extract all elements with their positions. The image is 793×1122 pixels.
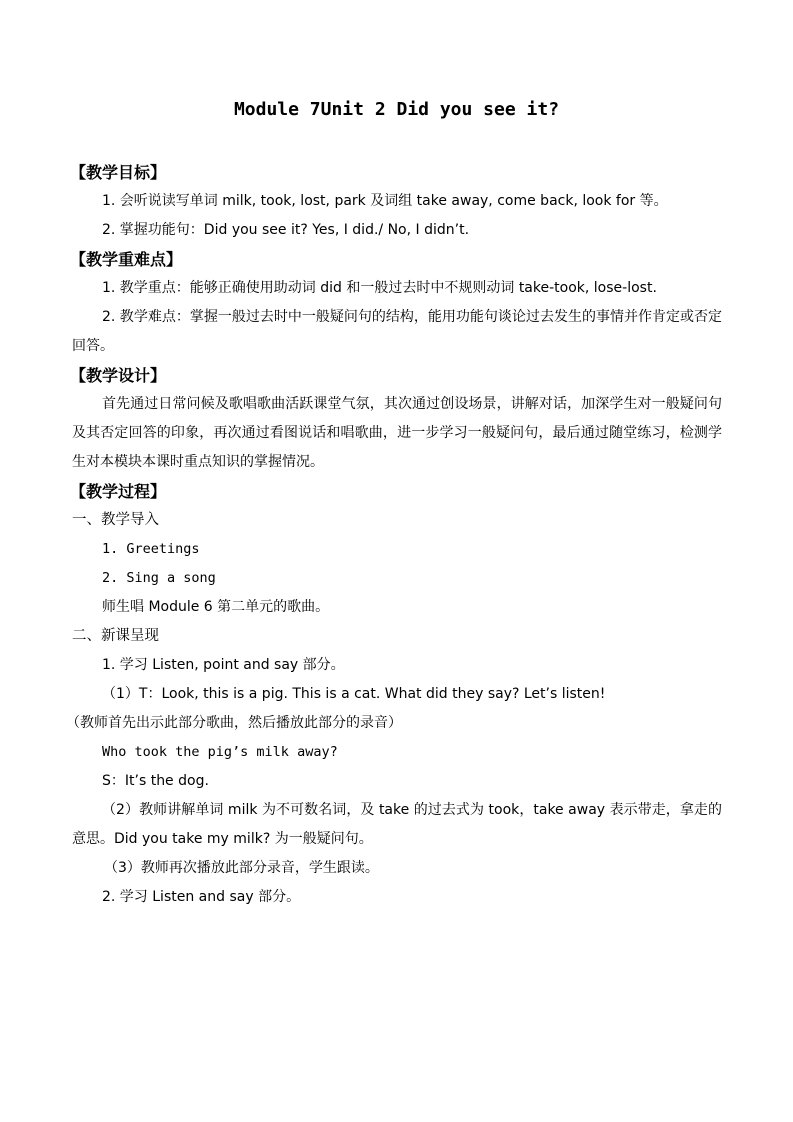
key-points-heading: 【教学重难点】 xyxy=(70,250,183,269)
document-title: Module 7Unit 2 Did you see it? xyxy=(233,99,560,120)
process-part-1-title: 一、教学导入 xyxy=(72,512,159,528)
design-paragraph: 首先通过日常问候及歌唱歌曲活跃课堂气氛，其次通过创设场景，讲解对话，加深学生对一般疑问句及其否定回答的印象，再次通过看图说话和唱歌曲，进一步学习一般疑问句，最后通过随堂练习，检测学生对本模块本课时重点知识的掌握情况。 xyxy=(72,396,722,470)
sub-step-2: （2）教师讲解单词 milk 为不可数名词，及 take 的过去式为 took，take away 表示带走，拿走的意思。Did you take my milk? 为一般疑问句。 xyxy=(72,802,722,847)
objectives-item-1: 1. 会听说读写单词 milk, took, lost, park 及词组 take away, come back, look for 等。 xyxy=(102,193,668,209)
process-part-2-title: 二、新课呈现 xyxy=(72,628,159,644)
step-1-line: 1. 学习 Listen, point and say 部分。 xyxy=(102,657,345,673)
step-2-line: 2. 学习 Listen and say 部分。 xyxy=(102,889,301,905)
document-body xyxy=(66,158,722,912)
sub-step-1-note: （教师首先出示此部分歌曲，然后播放此部分的录音） xyxy=(66,715,402,731)
greetings-line: 1. Greetings xyxy=(102,541,200,557)
objectives-item-2: 2. 掌握功能句：Did you see it? Yes, I did./ No, I didn’t. xyxy=(102,222,470,238)
sing-note: 师生唱 Module 6 第二单元的歌曲。 xyxy=(102,599,330,615)
design-heading: 【教学设计】 xyxy=(70,366,167,385)
key-points-item-2: 2. 教学难点：掌握一般过去时中一般疑问句的结构，能用功能句谈论过去发生的事情并作肯定或否定回答。 xyxy=(72,309,722,354)
objectives-heading: 【教学目标】 xyxy=(70,163,167,182)
process-heading: 【教学过程】 xyxy=(70,482,167,501)
key-points-item-1: 1. 教学重点：能够正确使用助动词 did 和一般过去时中不规则动词 take-took, lose-lost. xyxy=(102,280,657,296)
sub-step-3: （3）教师再次播放此部分录音，学生跟读。 xyxy=(104,860,379,876)
sing-a-song-line: 2. Sing a song xyxy=(102,570,216,586)
dialog-question: Who took the pig’s milk away? xyxy=(102,744,338,760)
sub-step-1: （1）T：Look, this is a pig. This is a cat. What did they say? Let’s listen! xyxy=(102,686,606,702)
dialog-answer: S：It’s the dog. xyxy=(102,773,209,789)
